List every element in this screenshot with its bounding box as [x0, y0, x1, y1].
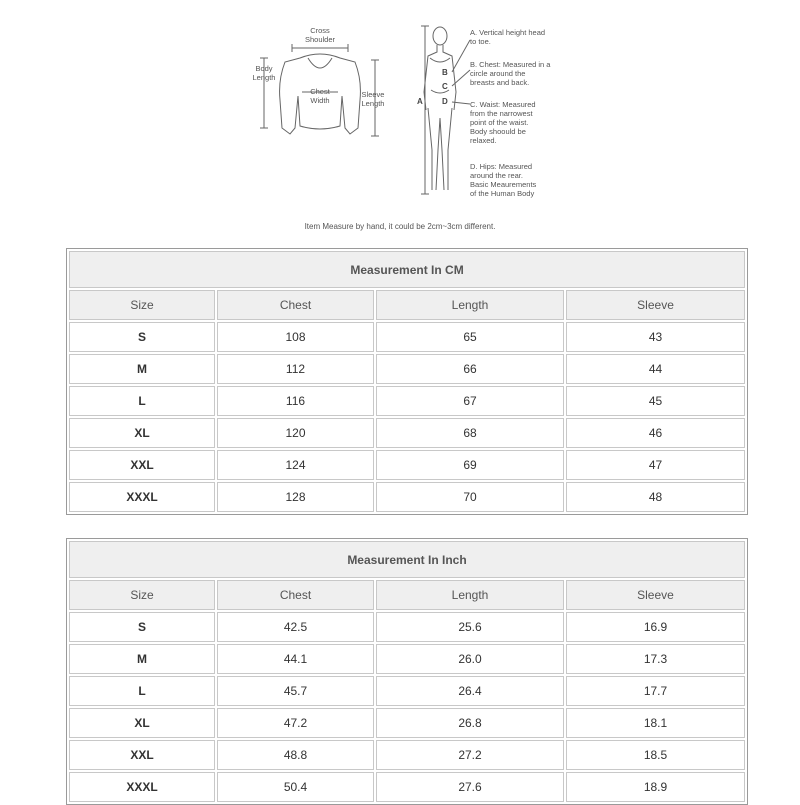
- chest-cell: 116: [217, 386, 374, 416]
- sleeve-cell: 17.3: [566, 644, 745, 674]
- cm-header-length: Length: [376, 290, 564, 320]
- length-cell: 68: [376, 418, 564, 448]
- sleeve-cell: 17.7: [566, 676, 745, 706]
- length-cell: 27.6: [376, 772, 564, 802]
- chest-cell: 42.5: [217, 612, 374, 642]
- table-row: [69, 644, 745, 674]
- length-cell: 26.0: [376, 644, 564, 674]
- sleeve-cell: 16.9: [566, 612, 745, 642]
- size-cell: XXL: [69, 740, 215, 770]
- table-row: [69, 386, 745, 416]
- inch-header-length: Length: [376, 580, 564, 610]
- size-cell: XL: [69, 418, 215, 448]
- chest-cell: 48.8: [217, 740, 374, 770]
- cross-shoulder-label: Cross Shoulder: [304, 26, 336, 44]
- length-cell: 26.4: [376, 676, 564, 706]
- note-c: C. Waist: Measured from the narrowest point of the waist. Body shoould be relaxed.: [470, 100, 536, 145]
- size-cell: M: [69, 354, 215, 384]
- note-b: B. Chest: Measured in a circle around the breasts and back.: [470, 60, 551, 87]
- length-cell: 27.2: [376, 740, 564, 770]
- sleeve-cell: 43: [566, 322, 745, 352]
- size-cell: M: [69, 644, 215, 674]
- size-cell: XXL: [69, 450, 215, 480]
- length-cell: 69: [376, 450, 564, 480]
- chest-cell: 120: [217, 418, 374, 448]
- chest-width-label: Chest Width: [310, 87, 330, 105]
- table-row: [69, 676, 745, 706]
- inch-table-title: Measurement In Inch: [69, 541, 745, 578]
- chest-cell: 128: [217, 482, 374, 512]
- size-cell: XXXL: [69, 482, 215, 512]
- chest-cell: 50.4: [217, 772, 374, 802]
- sleeve-length-label: Sleeve Length: [361, 90, 385, 108]
- length-cell: 66: [376, 354, 564, 384]
- chest-cell: 124: [217, 450, 374, 480]
- length-cell: 25.6: [376, 612, 564, 642]
- length-cell: 67: [376, 386, 564, 416]
- inch-header-size: Size: [69, 580, 215, 610]
- size-cell: L: [69, 676, 215, 706]
- body-length-label: Body Length: [252, 64, 276, 82]
- chest-cell: 112: [217, 354, 374, 384]
- size-cell: XXXL: [69, 772, 215, 802]
- cm-header-size: Size: [69, 290, 215, 320]
- garment-and-body-illustration: [0, 0, 800, 240]
- size-cell: XL: [69, 708, 215, 738]
- table-row: [69, 612, 745, 642]
- table-row: [69, 322, 745, 352]
- length-cell: 65: [376, 322, 564, 352]
- measure-caption: Item Measure by hand, it could be 2cm~3cm different.: [304, 222, 496, 231]
- chest-cell: 47.2: [217, 708, 374, 738]
- sleeve-cell: 44: [566, 354, 745, 384]
- table-row: [69, 772, 745, 802]
- sleeve-cell: 18.9: [566, 772, 745, 802]
- length-cell: 70: [376, 482, 564, 512]
- chest-cell: 45.7: [217, 676, 374, 706]
- inch-size-table: [66, 538, 748, 805]
- inch-header-chest: Chest: [217, 580, 374, 610]
- chest-cell: 44.1: [217, 644, 374, 674]
- length-cell: 26.8: [376, 708, 564, 738]
- sleeve-cell: 18.1: [566, 708, 745, 738]
- sleeve-cell: 48: [566, 482, 745, 512]
- inch-header-sleeve: Sleeve: [566, 580, 745, 610]
- sleeve-cell: 47: [566, 450, 745, 480]
- table-row: [69, 482, 745, 512]
- cm-header-sleeve: Sleeve: [566, 290, 745, 320]
- table-row: [69, 418, 745, 448]
- letter-d: D: [442, 97, 448, 106]
- letter-b: B: [442, 68, 448, 77]
- cm-table-title: Measurement In CM: [69, 251, 745, 288]
- human-figure: [424, 27, 456, 190]
- note-a: A. Vertical height head to toe.: [470, 28, 546, 46]
- letter-a: A: [417, 97, 423, 106]
- chest-cell: 108: [217, 322, 374, 352]
- letter-c: C: [442, 82, 448, 91]
- cm-size-table: [66, 248, 748, 515]
- size-cell: S: [69, 612, 215, 642]
- size-cell: L: [69, 386, 215, 416]
- table-row: [69, 740, 745, 770]
- sleeve-cell: 18.5: [566, 740, 745, 770]
- cm-header-chest: Chest: [217, 290, 374, 320]
- table-row: [69, 354, 745, 384]
- sleeve-cell: 45: [566, 386, 745, 416]
- table-row: [69, 708, 745, 738]
- size-cell: S: [69, 322, 215, 352]
- measurement-diagram: [0, 0, 800, 240]
- sleeve-cell: 46: [566, 418, 745, 448]
- table-row: [69, 450, 745, 480]
- note-d: D. Hips: Measured around the rear. Basic Meaurements of the Human Body: [470, 162, 537, 198]
